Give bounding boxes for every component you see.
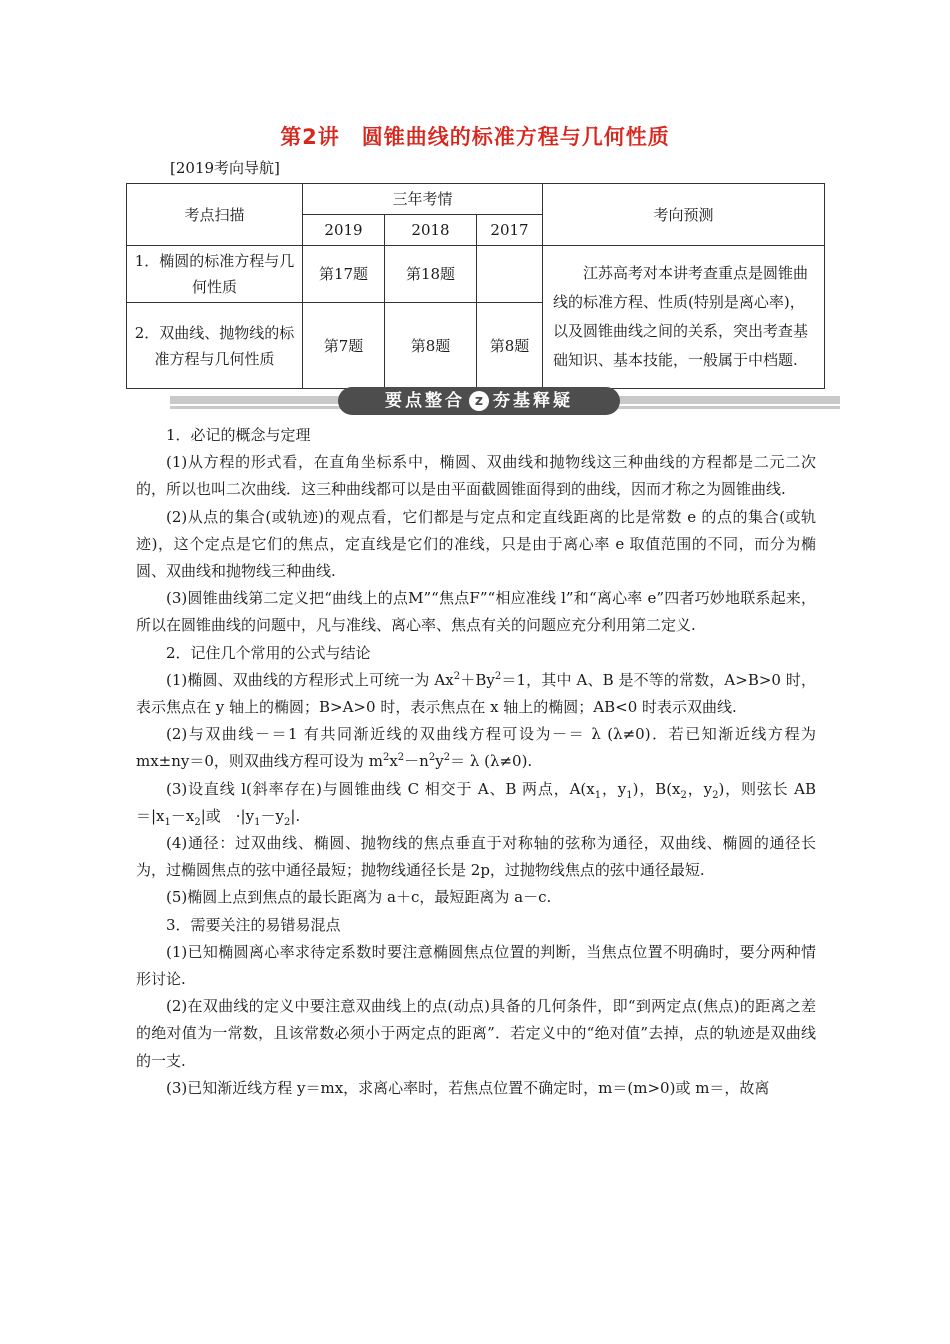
topic-2-2019: 第7题 xyxy=(303,303,385,389)
header-predict: 考向预测 xyxy=(543,184,825,246)
para-3: (3)圆锥曲线第二定义把“曲线上的点M”“焦点F”“相应准线 l”和“离心率 e”四者巧妙地联系起来，所以在圆锥曲线的问题中，凡与准线、离心率、焦点有关的问题应充分利用第二定义. xyxy=(136,589,816,635)
section-1-heading: 1．必记的概念与定理 xyxy=(166,426,311,444)
para-9: (1)已知椭圆离心率求待定系数时要注意椭圆焦点位置的判断，当焦点位置不明确时，要分两种情形讨论. xyxy=(136,942,816,989)
banner-left: 要点整合 xyxy=(385,391,465,411)
topic-1-2018: 第18题 xyxy=(385,246,477,303)
para-2: (2)从点的集合(或轨迹)的观点看，它们都是与定点和定直线距离的比是常数 e 的点的集合(或轨迹)，这个定点是它们的焦点，定直线是它们的准线，只是由于离心率 e 取值范围的不同，而分为椭圆、双曲线和抛物线三种曲线. xyxy=(136,507,816,581)
para-11: (3)已知渐近线方程 y＝mx，求离心率时，若焦点位置不确定时，m＝(m>0)或 m＝，故离 xyxy=(166,1078,770,1097)
section-banner xyxy=(170,387,840,417)
para-1: (1)从方程的形式看，在直角坐标系中，椭圆、双曲线和抛物线这三种曲线的方程都是二元二次的，所以也叫二次曲线．这三种曲线都可以是由平面截圆锥面得到的曲线，因而才称之为圆锥曲线. xyxy=(136,453,816,499)
topic-2: 2．双曲线、抛物线的标准方程与几何性质 xyxy=(127,303,303,389)
prediction-text: 江苏高考对本讲考查重点是圆锥曲线的标准方程、性质(特别是离心率)，以及圆锥曲线之间的关系，突出考查基础知识、基本技能，一般属于中档题. xyxy=(543,246,825,389)
topic-1-2017 xyxy=(477,246,543,303)
para-4: (1)椭圆、双曲线的方程形式上可统一为 $Ax^2+By^2=1$，其中 A、B 是不等的常数，A>B>0 时，表示焦点在 y 轴上的椭圆；B>A>0 时，表示焦点在 x 轴上的椭圆；AB<0 时表示双曲线. xyxy=(136,670,817,717)
banner-right: 夯基释疑 xyxy=(493,391,573,411)
header-scan: 考点扫描 xyxy=(127,184,303,246)
banner-pill xyxy=(338,387,620,415)
content-body xyxy=(136,422,816,1102)
topic-1-2019: 第17题 xyxy=(303,246,385,303)
section-3-heading: 3．需要关注的易错易混点 xyxy=(166,915,341,934)
para-10: (2)在双曲线的定义中要注意双曲线上的点(动点)具备的几何条件，即“到两定点(焦点)的距离之差的绝对值为一常数，且该常数必须小于两定点的距离”．若定义中的“绝对值”去掉，点的轨迹是双曲线的一支. xyxy=(136,997,816,1070)
banner-circle-icon: z xyxy=(469,391,489,411)
section-2-heading: 2．记住几个常用的公式与结论 xyxy=(166,643,371,662)
exam-table xyxy=(126,183,825,389)
para-8: (5)椭圆上点到焦点的最长距离为 a＋c，最短距离为 a－c. xyxy=(166,888,552,907)
para-7: (4)通径：过双曲线、椭圆、抛物线的焦点垂直于对称轴的弦称为通径，双曲线、椭圆的通径长为，过椭圆焦点的弦中通径最短；抛物线通径长是 2p，过抛物线焦点的弦中通径最短. xyxy=(136,834,816,880)
para-5: (2)与双曲线－＝1 有共同渐近线的双曲线方程可设为－＝ λ (λ≠0)．若已知渐近线方程为 mx±ny＝0，则双曲线方程可设为 $m^2x^2-n^2y^2= \lambda$ (λ≠0). xyxy=(136,725,816,771)
guide-label: [2019考向导航] xyxy=(170,159,280,177)
year-2019: 2019 xyxy=(303,215,385,246)
header-three-years: 三年考情 xyxy=(303,184,543,215)
page-title: 第2讲 圆锥曲线的标准方程与几何性质 xyxy=(280,125,670,149)
topic-1: 1．椭圆的标准方程与几何性质 xyxy=(127,246,303,303)
topic-2-2018: 第8题 xyxy=(385,303,477,389)
year-2018: 2018 xyxy=(385,215,477,246)
para-6: (3)设直线 l(斜率存在)与圆锥曲线 C 相交于 A、B 两点，$A(x_1$，$y_1$)，$B(x_2$，$y_2$)，则弦长 $AB=|x_1-x_2|$或 $\cdot|y_1-y_2|$. xyxy=(136,779,816,828)
topic-2-2017: 第8题 xyxy=(477,303,543,389)
year-2017: 2017 xyxy=(477,215,543,246)
